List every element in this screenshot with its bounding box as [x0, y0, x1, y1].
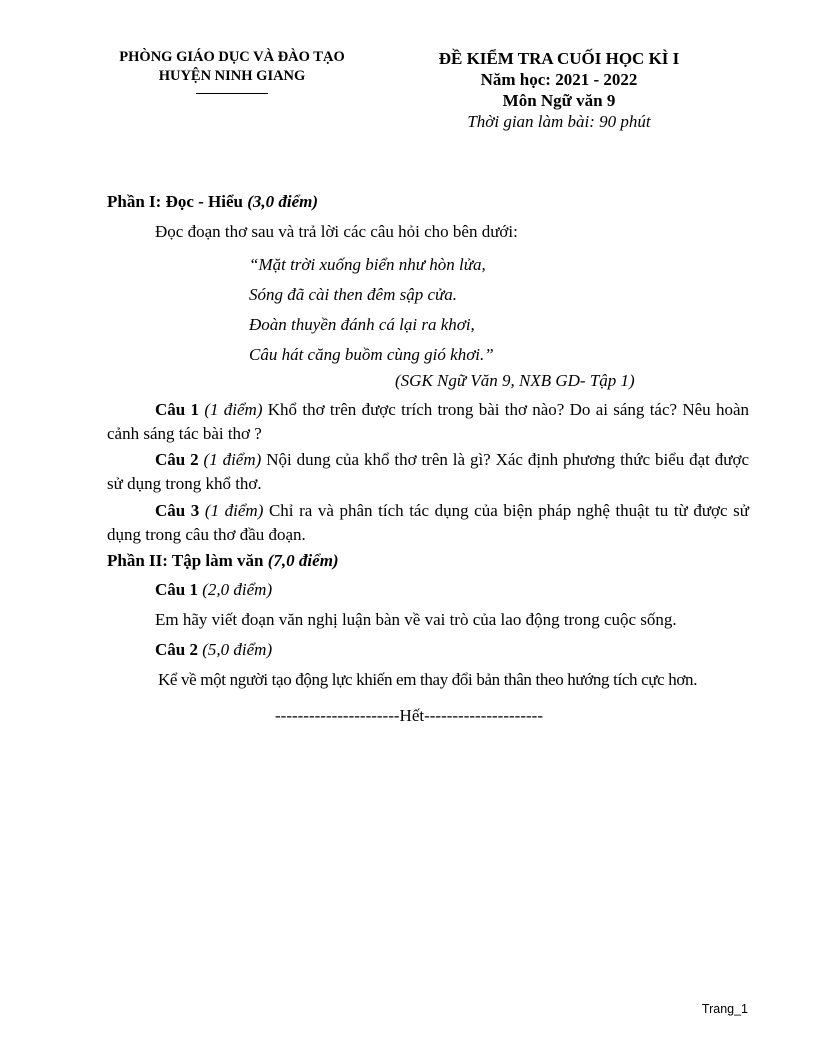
exam-title: ĐỀ KIỂM TRA CUỐI HỌC KÌ I [438, 49, 680, 68]
part2-points: (7,0 điểm) [267, 551, 339, 570]
page-number: Trang_1 [701, 1002, 748, 1016]
subject: Môn Ngữ văn 9 [502, 91, 616, 110]
question-label: Câu 1 [155, 580, 198, 599]
question-label: Câu 1 [155, 400, 200, 419]
part1-instruction: Đọc đoạn thơ sau và trả lời các câu hỏi cho bên dưới: [155, 222, 518, 241]
question-label: Câu 2 [155, 640, 198, 659]
department-name: PHÒNG GIÁO DỤC VÀ ĐÀO TẠO [119, 49, 345, 65]
question-text: Chỉ ra và phân tích tác dụng của biện pháp nghệ thuật tu từ được sử dụng trong câu thơ đầu đoạn. [107, 501, 750, 544]
part1-title: Phần I: Đọc - Hiểu [107, 192, 243, 211]
part2-title: Phần II: Tập làm văn [107, 551, 264, 570]
question-points: (1 điểm) [204, 400, 263, 419]
question-label: Câu 3 [155, 501, 200, 520]
part2-question-1-heading [155, 578, 272, 602]
part2-question-2-text: Kể về một người tạo động lực khiến em thay đổi bản thân theo hướng tích cực hơn. [158, 670, 698, 689]
header-divider [196, 93, 268, 94]
question-2 [107, 448, 749, 496]
question-label: Câu 2 [155, 450, 199, 469]
question-points: (1 điểm) [204, 501, 264, 520]
question-text: Khổ thơ trên được trích trong bài thơ nào? Do ai sáng tác? Nêu hoàn cảnh sáng tác bài thơ ? [107, 400, 750, 443]
poem-line: Đoàn thuyền đánh cá lại ra khơi, [249, 315, 475, 334]
poem-line: Sóng đã cài then đêm sập cửa. [249, 285, 458, 304]
poem-line: “Mặt trời xuống biển như hòn lửa, [249, 255, 486, 274]
question-1 [107, 398, 749, 446]
question-points: (1 điểm) [203, 450, 262, 469]
question-3 [107, 499, 749, 547]
part1-points: (3,0 điểm) [247, 192, 319, 211]
question-points: (2,0 điểm) [202, 580, 273, 599]
part1-heading [107, 190, 318, 214]
department-header [100, 48, 364, 94]
question-text: Nội dung của khổ thơ trên là gì? Xác định phương thức biểu đạt được sử dụng trong khổ thơ. [107, 450, 750, 493]
district-name: HUYỆN NINH GIANG [158, 68, 306, 84]
question-points: (5,0 điểm) [202, 640, 273, 659]
exam-header [420, 48, 698, 132]
exam-duration: Thời gian làm bài: 90 phút [467, 112, 651, 131]
poem-source: (SGK Ngữ Văn 9, NXB GD- Tập 1) [395, 371, 635, 390]
end-marker: ----------------------Hết--------------------- [275, 706, 543, 725]
part2-heading [107, 549, 339, 573]
part2-question-1-text: Em hãy viết đoạn văn nghị luận bàn về vai trò của lao động trong cuộc sống. [155, 610, 677, 629]
poem-excerpt [249, 250, 494, 370]
part2-question-2-heading [155, 638, 272, 662]
poem-line: Câu hát căng buồm cùng gió khơi.” [249, 345, 494, 364]
school-year: Năm học: 2021 - 2022 [480, 70, 638, 89]
